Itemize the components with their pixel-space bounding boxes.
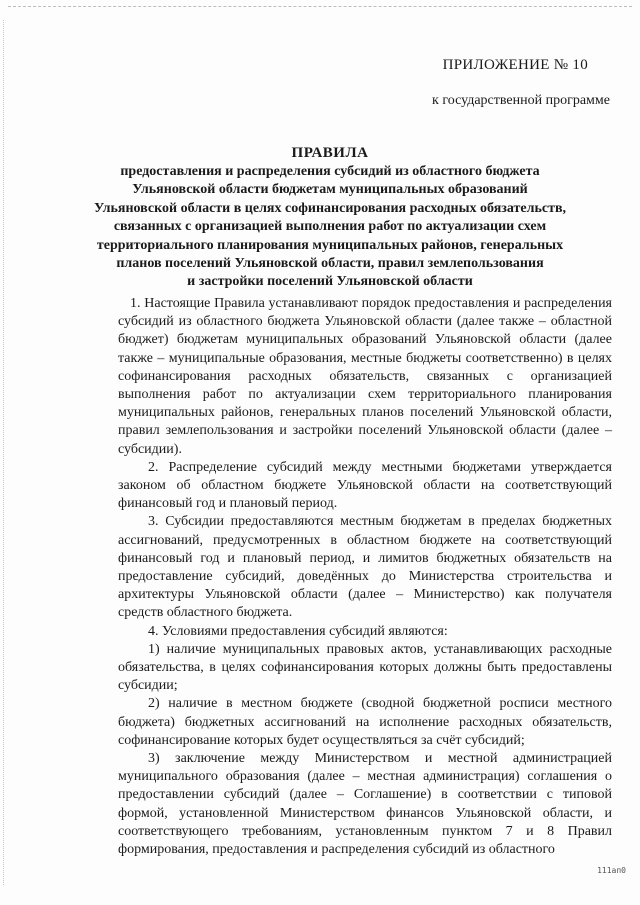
paragraph-4-item-1: 1) наличие муниципальных правовых актов, устанавливающих расходные обязательства, в целях софинансирования которых должны быть предоставлены субсидии; bbox=[118, 641, 612, 694]
appendix-number: ПРИЛОЖЕНИЕ № 10 bbox=[442, 57, 588, 73]
scan-top-edge bbox=[8, 6, 632, 7]
subtitle-line: предоставления и распределения субсидий из областного бюджета bbox=[120, 164, 540, 179]
paragraph-4-item-3: 3) заключение между Министерством и местной администрацией муниципального образования (далее – местная администрация) соглашения о предоставлении субсидий (далее – Соглашение) в соответствии с типовой формой, установленной Министерством финансов Ульяновской области, и соответствующего требованиям, установленным пунктом 7 и 8 Правил формирования, предоставления и распределения субсидий из областного bbox=[118, 751, 612, 858]
subtitle-line: планов поселений Ульяновской области, правил землепользования bbox=[116, 256, 544, 272]
title-block bbox=[80, 143, 580, 292]
subtitle-line: Ульяновской области в целях софинансирования расходных обязательств, bbox=[93, 200, 567, 216]
paragraph-2: 2. Распределение субсидий между местными бюджетами утверждается законом об областном бюджете Ульяновской области на соответствующий финансовый год и плановый период. bbox=[118, 459, 612, 512]
paragraph-1: 1. Настоящие Правила устанавливают порядок предоставления и распределения субсидий из областного бюджета Ульяновской области (далее также – областной бюджет) бюджетам муниципальных образований Ульяновской области (далее также – муниципальные образования, местные бюджеты соответственно) в целях софинансирования расходных обязательств, связанных с организацией выполнения работ по актуализации схем территориального планирования муниципальных районов, генеральных планов поселений Ульяновской области, правил землепользования и застройки поселений Ульяновской области (далее – субсидии). bbox=[118, 296, 612, 457]
document-title: ПРАВИЛА bbox=[291, 145, 369, 161]
scan-left-edge bbox=[3, 20, 4, 885]
subtitle-line: связанных с организацией выполнения работ по актуализации схем bbox=[113, 219, 547, 235]
page-stamp: 111ап0 bbox=[597, 866, 626, 875]
paragraph-3: 3. Субсидии предоставляются местным бюджетам в пределах бюджетных ассигнований, предусмотренных в областном бюджете на соответствующий финансовый год и плановый период, и лимитов бюджетных обязательств на предоставление субсидий, доведённых до Министерства строительства и архитектуры Ульяновской области (далее – Министерство) как получателя средств областного бюджета. bbox=[118, 514, 612, 621]
paragraph-4-item-2: 2) наличие в местном бюджете (сводной бюджетной росписи местного бюджета) бюджетных ассигнований на исполнение расходных обязательств, софинансирование которых будет осуществляться за счёт субсидий; bbox=[118, 696, 612, 748]
appendix-reference: к государственной программе bbox=[432, 93, 610, 108]
subtitle-line: территориального планирования муниципальных районов, генеральных bbox=[96, 237, 564, 253]
document-body bbox=[118, 295, 612, 859]
subtitle-line: и застройки поселений Ульяновской области bbox=[187, 274, 473, 290]
document-subtitle bbox=[80, 163, 580, 292]
subtitle-line: Ульяновской области бюджетам муниципальных образований bbox=[132, 182, 528, 198]
paragraph-4: 4. Условиями предоставления субсидий являются: bbox=[148, 623, 448, 639]
